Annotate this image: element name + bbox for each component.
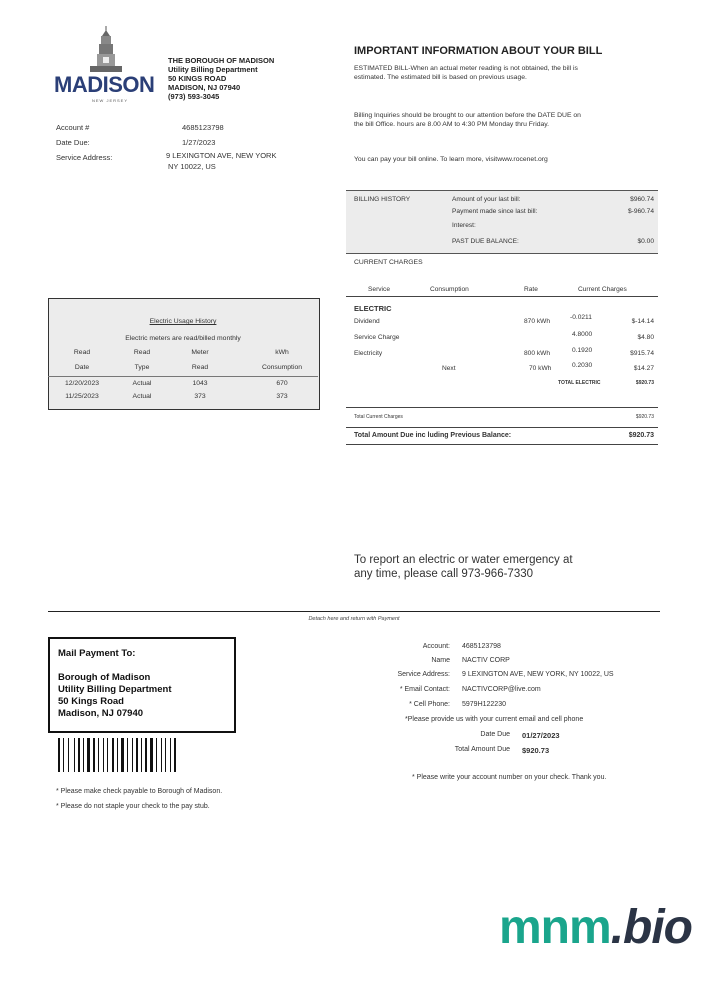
section-electric: ELECTRIC <box>354 304 392 313</box>
total-due-label: Total Amount Due inc luding Previous Balance: <box>354 432 512 439</box>
account-label: Account # <box>56 123 90 132</box>
courthouse-tower-icon <box>54 26 158 76</box>
barcode-bar <box>165 738 166 772</box>
stub-due-value: 01/27/2023 <box>522 731 560 740</box>
charge-service: Electricity <box>354 350 383 357</box>
charge-amount: $14.27 <box>633 365 654 372</box>
barcode-bar <box>83 738 84 772</box>
due-date-value: 1/27/2023 <box>182 138 216 147</box>
total-due-underline <box>346 444 658 445</box>
brand-watermark <box>499 900 692 955</box>
barcode-bar <box>127 738 128 772</box>
col-header-service: Service <box>368 286 390 293</box>
stub-amount-value: $920.73 <box>522 746 550 755</box>
uh-header: Read <box>191 364 209 371</box>
col-header-current-charges: Current Charges <box>578 286 627 293</box>
barcode-bar <box>78 738 80 772</box>
stub-name-label: Name <box>431 657 450 664</box>
usage-header-divider <box>48 376 318 377</box>
barcode-bar <box>136 738 138 772</box>
charge-rate: 0.1920 <box>572 347 593 354</box>
service-address-label: Service Address: <box>56 153 113 162</box>
uh-cell: 670 <box>276 380 288 387</box>
logo-subtext: NEW JERSEY <box>92 98 129 103</box>
charge-service: Dividend <box>354 318 380 325</box>
info-line: the bill Office. hours are 8.00 AM to 4:30 PM Monday thru Friday. <box>354 121 550 128</box>
bh-label: PAST DUE BALANCE: <box>452 238 519 245</box>
info-title: IMPORTANT INFORMATION ABOUT YOUR BILL <box>354 45 603 57</box>
total-current-charges-value: $920.73 <box>635 414 654 420</box>
uh-cell: 1043 <box>192 380 208 387</box>
mail-payment-title: Mail Payment To: <box>58 648 136 659</box>
charges-box <box>346 296 658 408</box>
issuer-line: 50 KINGS ROAD <box>168 74 227 83</box>
issuer-line: THE BOROUGH OF MADISON <box>168 56 275 65</box>
barcode-bar <box>63 738 64 772</box>
bh-label: Amount of your last bill: <box>452 196 521 203</box>
stub-email-label: * Email Contact: <box>399 686 450 693</box>
uh-header: Read <box>133 349 151 356</box>
stub-account-label: Account: <box>422 643 450 650</box>
barcode-bar <box>68 738 69 772</box>
billing-history-title: BILLING HISTORY <box>354 196 411 203</box>
brand-part-1: mnm <box>499 901 611 954</box>
uh-cell: Actual <box>132 380 152 387</box>
issuer-line: MADISON, NJ 07940 <box>168 83 241 92</box>
uh-header: Read <box>73 349 91 356</box>
barcode-image <box>58 738 178 772</box>
stub-provide-note: *Please provide us with your current email and cell phone <box>405 716 584 723</box>
charge-rate: -0.0211 <box>570 314 592 321</box>
charge-service: Service Charge <box>354 334 400 341</box>
charge-rate: 0.2030 <box>572 362 593 369</box>
charge-rate: 4.8000 <box>572 331 593 338</box>
barcode-bar <box>103 738 104 772</box>
barcode-bar <box>107 738 108 772</box>
barcode-bar <box>74 738 75 772</box>
stub-account-value: 4685123798 <box>462 643 501 650</box>
info-inquiries <box>354 111 581 129</box>
logo-text: MADISON <box>54 72 155 97</box>
stub-write-note: * Please write your account number on your check. Thank you. <box>412 774 607 781</box>
uh-header: Consumption <box>261 364 303 371</box>
barcode-bar <box>93 738 95 772</box>
total-due-divider <box>346 427 658 428</box>
service-address-value: 9 LEXINGTON AVE, NEW YORK <box>166 151 277 160</box>
charge-amount: $-14.14 <box>631 318 654 325</box>
uh-header: Meter <box>191 349 209 356</box>
barcode-bar <box>141 738 142 772</box>
bh-value: $0.00 <box>637 238 654 245</box>
bh-value: $-960.74 <box>627 208 654 215</box>
bh-label: Interest: <box>452 222 476 229</box>
total-electric-value: $920.73 <box>635 380 654 386</box>
uh-cell: Actual <box>132 393 152 400</box>
stub-phone-value: 5979H122230 <box>462 701 506 708</box>
issuer-line: (973) 593-3045 <box>168 92 220 101</box>
uh-header: Type <box>134 364 150 371</box>
note-payable: * Please make check payable to Borough of Madison. <box>56 788 223 795</box>
info-line: Billing Inquiries should be brought to our attention before the DATE DUE on <box>354 112 581 119</box>
usage-history-subtitle: Electric meters are read/billed monthly <box>125 335 241 342</box>
issuer-line: Utility Billing Department <box>168 65 258 74</box>
uh-cell: 373 <box>276 393 288 400</box>
info-estimated <box>354 64 578 82</box>
mail-payment-box <box>48 637 236 733</box>
barcode-bar <box>174 738 176 772</box>
col-header-rate: Rate <box>524 286 538 293</box>
note-staple: * Please do not staple your check to the pay stub. <box>56 803 210 810</box>
barcode-bar <box>150 738 153 772</box>
barcode-bar <box>145 738 147 772</box>
info-line: estimated. The estimated bill is based on previous usage. <box>354 74 527 81</box>
barcode-bar <box>121 738 124 772</box>
barcode-bar <box>87 738 90 772</box>
barcode-bar <box>98 738 99 772</box>
barcode-bar <box>117 738 118 772</box>
stub-email-value: NACTIVCORP@live.com <box>462 686 541 693</box>
stub-address-label: Service Address: <box>397 671 450 678</box>
barcode-bar <box>112 738 114 772</box>
emergency-line: any time, please call 973-966-7330 <box>354 568 534 580</box>
detach-line <box>48 611 660 612</box>
madison-logo <box>54 26 158 108</box>
uh-header: Date <box>74 364 90 371</box>
charge-consumption: 70 kWh <box>529 365 552 372</box>
uh-header: kWh <box>275 349 289 356</box>
account-value: 4685123798 <box>182 123 224 132</box>
detach-text: Detach here and return with Payment <box>308 616 400 622</box>
total-due-value: $920.73 <box>628 432 654 439</box>
service-address-value-2: NY 10022, US <box>168 162 216 171</box>
barcode <box>58 738 178 772</box>
current-charges-title: CURRENT CHARGES <box>354 259 423 266</box>
mail-line: Utility Billing Department <box>58 684 172 695</box>
barcode-bar <box>156 738 157 772</box>
stub-due-label: Date Due <box>480 731 510 738</box>
bh-value: $960.74 <box>630 196 654 203</box>
stub-name-value: NACTIV CORP <box>462 657 510 664</box>
barcode-bar <box>161 738 162 772</box>
barcode-bar <box>170 738 171 772</box>
charge-mid-label: Next <box>442 365 456 372</box>
barcode-bar <box>132 738 133 772</box>
brand-part-2: .bio <box>610 901 692 954</box>
mail-line: Madison, NJ 07940 <box>58 708 144 719</box>
emergency-notice <box>354 553 573 581</box>
uh-cell: 11/25/2023 <box>65 393 99 400</box>
total-electric-label: TOTAL ELECTRIC <box>558 380 601 386</box>
barcode-bar <box>58 738 60 772</box>
stub-phone-label: * Cell Phone: <box>409 701 450 708</box>
info-online: You can pay your bill online. To learn more, visitwww.rocenet.org <box>354 156 548 163</box>
mail-line: Borough of Madison <box>58 672 151 683</box>
usage-history-title: Electric Usage History <box>149 318 217 325</box>
stub-amount-label: Total Amount Due <box>454 746 510 753</box>
uh-cell: 12/20/2023 <box>64 380 100 387</box>
col-header-consumption: Consumption <box>430 286 469 293</box>
stub-address-value: 9 LEXINGTON AVE, NEW YORK, NY 10022, US <box>462 671 614 678</box>
charge-amount: $915.74 <box>630 350 654 357</box>
total-current-charges-label: Total Current Charges <box>354 414 403 420</box>
due-date-label: Date Due: <box>56 138 90 147</box>
emergency-line: To report an electric or water emergency at <box>354 554 573 566</box>
bh-label: Payment made since last bill: <box>452 208 538 215</box>
charge-consumption: 870 kWh <box>524 318 551 325</box>
uh-cell: 373 <box>194 393 206 400</box>
info-line: ESTIMATED BILL-When an actual meter reading is not obtained, the bill is <box>354 65 578 72</box>
charge-amount: $4.80 <box>637 334 654 341</box>
charge-consumption: 800 kWh <box>524 350 551 357</box>
mail-line: 50 Kings Road <box>58 696 124 707</box>
issuer-block <box>168 56 274 101</box>
